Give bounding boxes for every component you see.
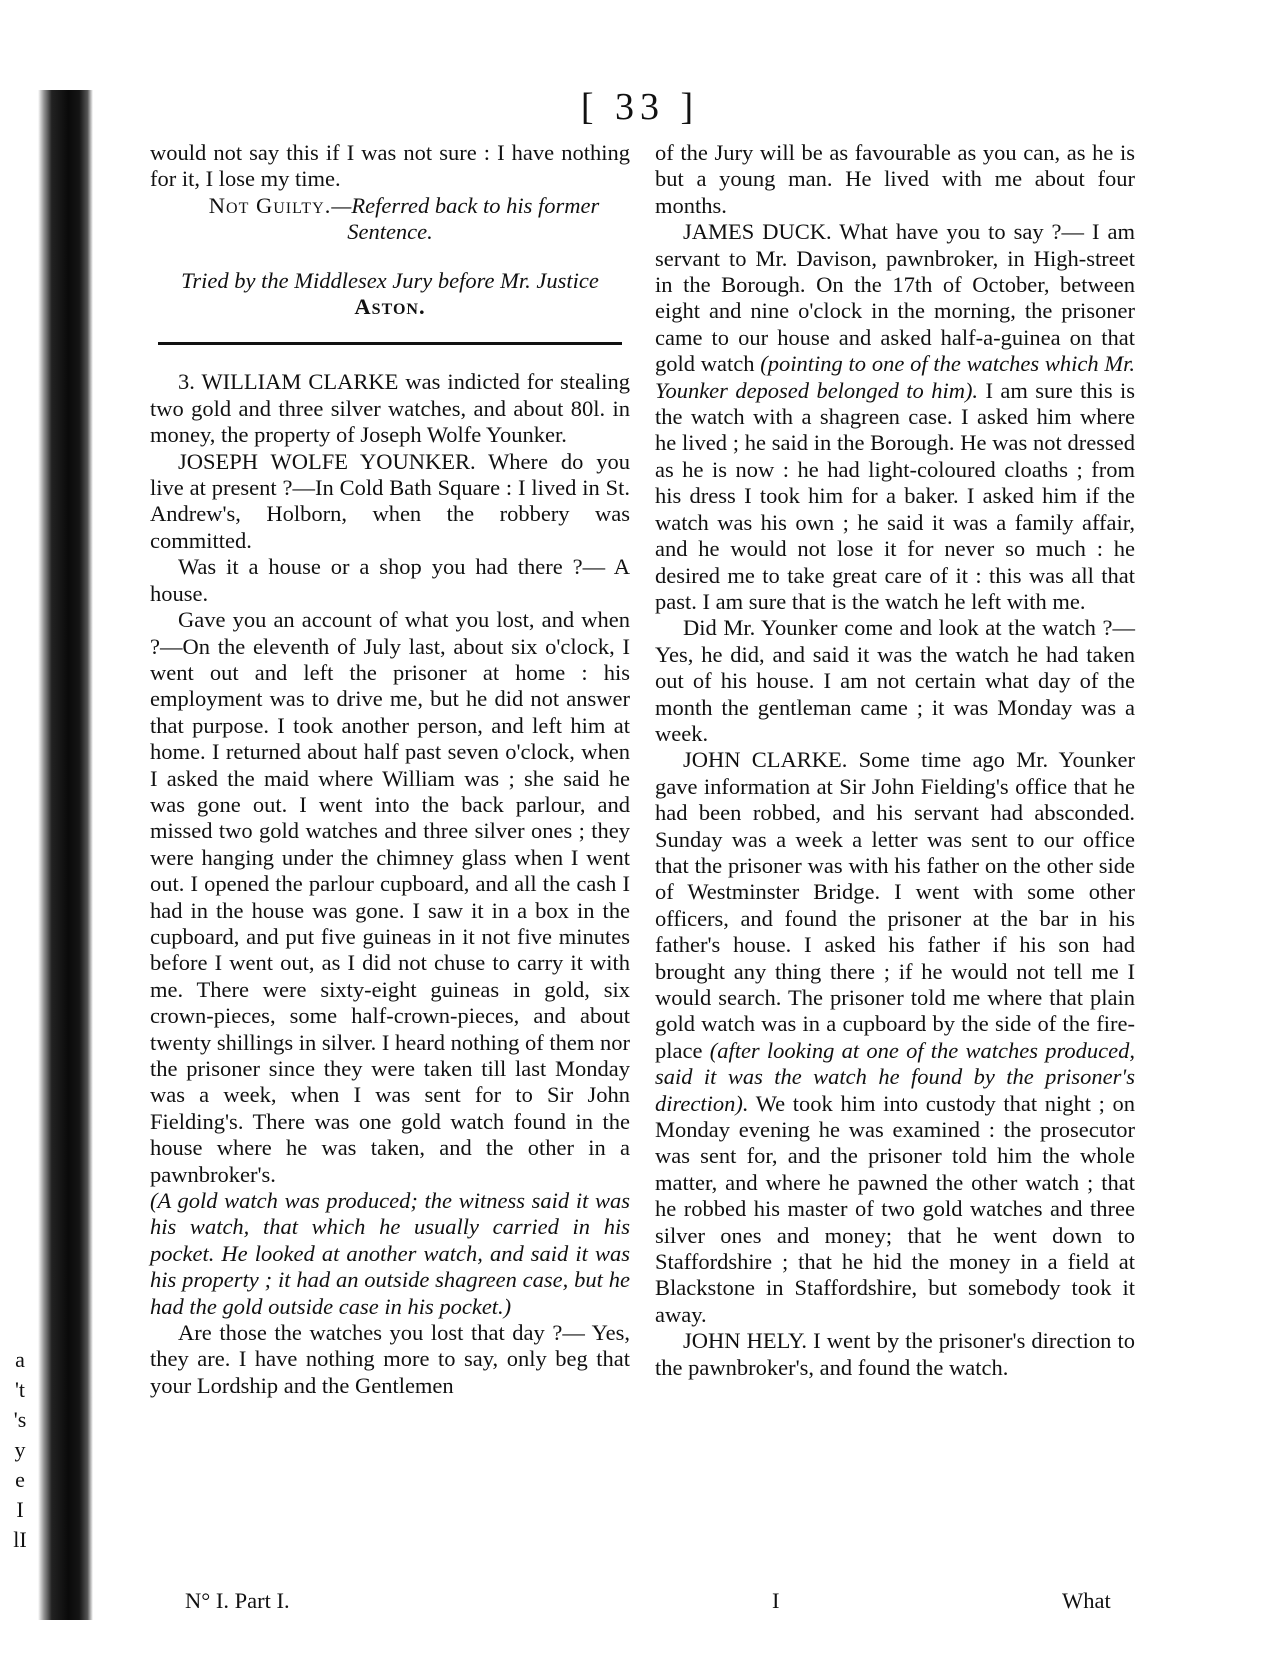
verdict-label: Not Guilty.: [208, 192, 332, 218]
testimony-paragraph: Gave you an account of what you lost, and when ?—On the eleventh of July last, about six o'clock, I went out and left the prisoner at home : his employment was to drive me, but he did not answer that purpose. I took another person, and left him at home. I returned about half past seven o'clock, when I asked the maid where William was ; she said he was gone out. I went into the back parlour, and missed two gold watches and three silver ones ; they were hanging under the chimney glass when I went out. I opened the parlour cupboard, and all the cash I had in the house was gone. I saw it in a box in the cupboard, and put five guineas in it not five minutes before I went out, as I did not chuse to carry it with me. There were sixty-eight guineas in gold, six crown-pieces, some half-crown-pieces, and about twenty shillings in silver. I heard nothing of them nor the prisoner since they were taken till last Monday was a week, when I was sent for to Sir John Fielding's. There was one gold watch found in the house where he was taken, and the other in a pawnbroker's.: [150, 607, 630, 1187]
continued-text: would not say this if I was not sure : I have nothing for it, I lose my time.: [150, 140, 630, 192]
testimony-text: We took him into custody that night ; on Monday evening he was examined : the prosecutor was sent for, and the prisoner told him the whole matter, and where he pawned the other watch ; that he robbed his master of two gold watches and three silver ones and money; that he went down to Staffordshire ; that he hid the money in a field at Blackstone in Staffordshire, but somebody took it away.: [655, 1090, 1135, 1327]
testimony-paragraph: [655, 747, 1135, 1328]
court-note: (pointing to one of the watches which Mr. Younker deposed belonged to him).: [655, 351, 1136, 403]
section-rule: [158, 342, 622, 345]
binding-shadow: [38, 90, 93, 1620]
testimony-text: JAMES DUCK. What have you to say ?— I am servant to Mr. Davison, pawnbroker, in High-street in the Borough. On the 17th of October, between eight and nine o'clock in the morning, the prisoner came to our house and asked half-a-guinea on that gold watch: [655, 219, 1135, 377]
testimony-paragraph: Are those the watches you lost that day ?— Yes, they are. I have nothing more to say, only beg that your Lordship and the Gentlemen: [150, 1320, 630, 1398]
court-note: (after looking at one of the watches produced, said it was the watch he found by the prisoner's direction).: [655, 1037, 1135, 1116]
trial-judge: Aston.: [354, 294, 426, 320]
margin-char: lI: [13, 1527, 27, 1552]
margin-char: I: [16, 1497, 24, 1522]
testimony-paragraph: Did Mr. Younker come and look at the watch ?—Yes, he did, and said it was the watch he had taken out of his house. I am not certain what day of the month the gentleman came ; it was Monday was a week.: [655, 615, 1135, 746]
testimony-paragraph: Was it a house or a shop you had there ?— A house.: [150, 554, 630, 606]
testimony-paragraph: JOSEPH WOLFE YOUNKER. Where do you live at present ?—In Cold Bath Square : I lived in St. Andrew's, Holborn, when the robbery was committed.: [150, 448, 630, 553]
margin-char: 't: [14, 1377, 26, 1402]
margin-char: y: [14, 1437, 26, 1462]
catchword: What: [1062, 1588, 1111, 1613]
trial-heading-text: Tried by the Middlesex Jury before Mr. Justice: [181, 267, 599, 293]
margin-char: e: [15, 1467, 25, 1492]
court-note: (A gold watch was produced; the witness said it was his watch, that which he usually carried in his pocket. He looked at another watch, and said it was his property ; it had an outside shagreen case, but he had the gold outside case in his pocket.): [150, 1188, 630, 1319]
binding-margin-chars: [0, 1345, 40, 1555]
issue-number: N° I. Part I.: [185, 1588, 290, 1613]
testimony-paragraph: [655, 219, 1135, 615]
margin-char: a: [15, 1347, 25, 1372]
margin-char: 's: [13, 1407, 27, 1432]
testimony-text: JOHN CLARKE. Some time ago Mr. Younker gave information at Sir John Fielding's office that he had been robbed, and his servant had absconded. Sunday was a week a letter was sent to our office that the prisoner was with his father on the other side of Westminster Bridge. I went with some other officers, and found the prisoner at the bar in his father's house. I asked his father if his son had brought any thing there ; if he would not tell me I would search. The prisoner told me where that plain gold watch was in a cupboard by the side of the fire-place: [655, 747, 1135, 1063]
trial-heading: [150, 268, 630, 321]
testimony-text: I am sure this is the watch with a shagreen case. I asked him where he lived ; he said in the Borough. He was not dressed as he is now : he had light-coloured cloaths ; from his dress I took him for a baker. I asked him if the watch was his own ; he said it was a family affair, and he would not lose it for never so much : he desired me to take great care of it : this was all that past. I am sure that is the watch he left with me.: [655, 377, 1135, 614]
signature-mark: I: [772, 1588, 780, 1613]
verdict-sentence: —Referred back to his former Sentence.: [331, 192, 600, 245]
verdict: [150, 193, 630, 246]
left-column: [150, 140, 630, 1399]
page-number: [ 33 ]: [580, 86, 700, 128]
right-column: [655, 140, 1135, 1381]
indictment-paragraph: 3. WILLIAM CLARKE was indicted for stealing two gold and three silver watches, and about 80l. in money, the property of Joseph Wolfe Younker.: [150, 369, 630, 448]
testimony-paragraph: of the Jury will be as favourable as you can, as he is but a young man. He lived with me about four months.: [655, 140, 1135, 218]
testimony-paragraph: JOHN HELY. I went by the prisoner's direction to the pawnbroker's, and found the watch.: [655, 1328, 1135, 1380]
